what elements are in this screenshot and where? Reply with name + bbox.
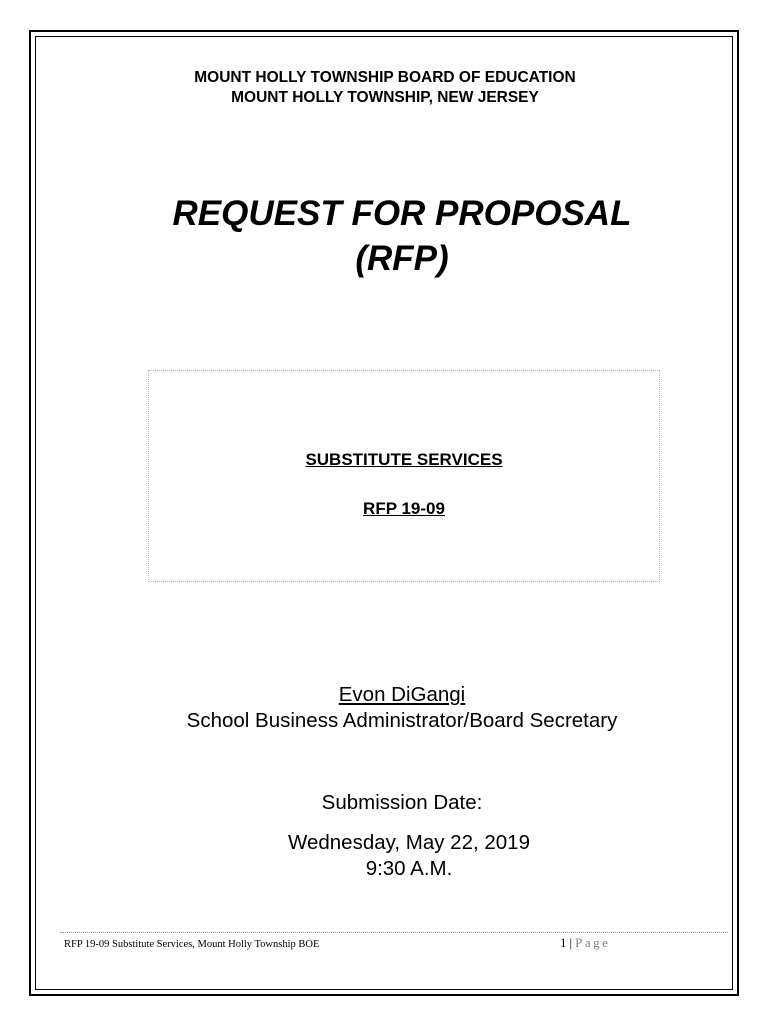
organization-location: MOUNT HOLLY TOWNSHIP, NEW JERSEY (231, 89, 539, 106)
rfp-number: RFP 19-09 (363, 499, 445, 518)
footer-page-indicator (560, 935, 610, 951)
contact-title: School Business Administrator/Board Secretary (186, 709, 618, 732)
contact-name: Evon DiGangi (338, 683, 466, 706)
document-title: REQUEST FOR PROPOSAL (172, 194, 632, 233)
rfp-info-box (148, 370, 660, 582)
rfp-service-name: SUBSTITUTE SERVICES (305, 450, 503, 469)
submission-time: 9:30 A.M. (365, 857, 453, 880)
page-separator: | (569, 935, 573, 950)
page-label: Page (575, 935, 611, 950)
page-number: 1 (560, 935, 567, 950)
footer-document-reference: RFP 19-09 Substitute Services, Mount Holly Township BOE (64, 939, 320, 950)
submission-date: Wednesday, May 22, 2019 (288, 831, 530, 854)
document-title-abbreviation: (RFP) (355, 239, 449, 278)
footer-divider (60, 932, 728, 933)
submission-date-label: Submission Date: (321, 791, 483, 814)
organization-name: MOUNT HOLLY TOWNSHIP BOARD OF EDUCATION (194, 69, 576, 86)
